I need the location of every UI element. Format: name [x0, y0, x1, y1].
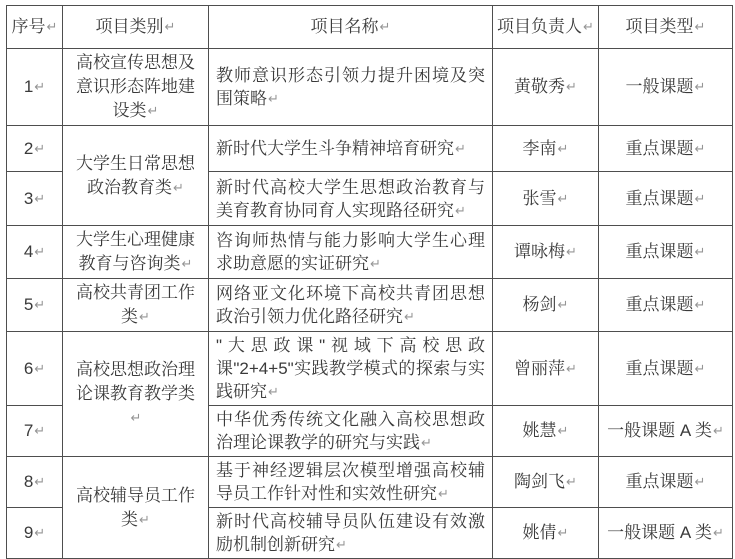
project-name-text: "大思政课"视域下高校思政课"2+4+5"实践教学模式的探索与实践研究 — [216, 336, 485, 401]
return-mark-icon: ↵ — [421, 435, 432, 450]
cell-type — [599, 406, 733, 457]
table-row — [7, 279, 733, 332]
header-name-label: 项目名称 — [310, 17, 379, 36]
cell-category — [63, 226, 209, 279]
cell-leader — [493, 49, 599, 126]
leader-text: 李南 — [522, 138, 557, 158]
return-mark-icon: ↵ — [404, 309, 415, 324]
category-text: 高校共青团工作类 — [76, 283, 195, 326]
cell-leader — [493, 172, 599, 226]
cell-type — [599, 126, 733, 172]
return-mark-icon: ↵ — [173, 179, 184, 195]
return-mark-icon: ↵ — [566, 474, 577, 489]
return-mark-icon: ↵ — [557, 190, 569, 206]
type-text: 重点课题 — [625, 138, 694, 158]
type-text: 重点课题 — [625, 358, 694, 378]
return-mark-icon: ↵ — [130, 410, 142, 425]
return-mark-icon: ↵ — [694, 474, 706, 489]
header-type — [599, 6, 733, 49]
return-mark-icon: ↵ — [557, 423, 569, 438]
return-mark-icon: ↵ — [34, 190, 46, 206]
header-leader-label: 项目负责人 — [497, 17, 583, 36]
return-mark-icon: ↵ — [566, 244, 577, 259]
table-row — [7, 332, 733, 406]
cell-name — [209, 406, 493, 457]
projects-table — [6, 5, 733, 559]
category-text: 高校思想政治理论课教育教学类 — [76, 360, 195, 403]
return-mark-icon: ↵ — [336, 537, 347, 552]
cell-leader — [493, 508, 599, 559]
cell-name — [209, 226, 493, 279]
row-number: 1 — [23, 77, 34, 96]
project-name-text: 基于神经逻辑层次模型增强高校辅导员工作针对性和实效性研究 — [216, 461, 485, 503]
project-name-text: 网络亚文化环境下高校共青团思想政治引领力优化路径研究 — [216, 284, 485, 326]
row-number: 5 — [23, 295, 34, 314]
row-number: 6 — [23, 358, 34, 378]
return-mark-icon: ↵ — [438, 486, 449, 501]
type-text: 一般课题 A 类 — [607, 523, 712, 542]
cell-no — [7, 49, 63, 126]
return-mark-icon: ↵ — [694, 140, 706, 156]
return-mark-icon: ↵ — [34, 525, 46, 540]
row-number: 3 — [23, 188, 34, 208]
header-category-label: 项目类别 — [95, 17, 164, 36]
return-mark-icon: ↵ — [694, 244, 706, 259]
cell-name — [209, 279, 493, 332]
cell-type — [599, 332, 733, 406]
cell-type — [599, 508, 733, 559]
cell-type — [599, 49, 733, 126]
cell-no — [7, 332, 63, 406]
return-mark-icon: ↵ — [379, 19, 391, 34]
leader-text: 张雪 — [522, 188, 557, 208]
leader-text: 曾丽萍 — [514, 358, 566, 378]
table-row — [7, 226, 733, 279]
cell-category — [63, 279, 209, 332]
type-text: 重点课题 — [625, 295, 694, 314]
cell-name — [209, 49, 493, 126]
return-mark-icon: ↵ — [557, 525, 569, 540]
cell-leader — [493, 279, 599, 332]
leader-text: 姚慧 — [522, 421, 557, 440]
return-mark-icon: ↵ — [455, 141, 466, 156]
return-mark-icon: ↵ — [712, 423, 724, 438]
project-name-text: 新时代高校辅导员队伍建设有效激励机制创新研究 — [216, 512, 485, 554]
table-row — [7, 126, 733, 172]
cell-category — [63, 457, 209, 559]
return-mark-icon: ↵ — [583, 19, 594, 34]
return-mark-icon: ↵ — [34, 297, 46, 312]
leader-text: 姚倩 — [522, 523, 557, 542]
category-text: 大学生日常思想政治教育类 — [76, 153, 195, 197]
return-mark-icon: ↵ — [34, 79, 46, 94]
return-mark-icon: ↵ — [694, 79, 706, 94]
return-mark-icon: ↵ — [147, 103, 159, 118]
type-text: 重点课题 — [625, 188, 694, 208]
cell-name — [209, 508, 493, 559]
return-mark-icon: ↵ — [712, 525, 724, 540]
return-mark-icon: ↵ — [268, 91, 279, 106]
category-text: 大学生心理健康教育与咨询类 — [76, 230, 195, 273]
leader-text: 陶剑飞 — [514, 472, 566, 491]
table-row — [7, 457, 733, 508]
cell-leader — [493, 126, 599, 172]
header-name — [209, 6, 493, 49]
project-name-text: 咨询师热情与能力影响大学生心理求助意愿的实证研究 — [216, 231, 485, 273]
project-name-text: 新时代高校大学生思想政治教育与美育教育协同育人实现路径研究 — [216, 177, 485, 220]
return-mark-icon: ↵ — [268, 384, 279, 399]
cell-leader — [493, 457, 599, 508]
return-mark-icon: ↵ — [455, 202, 466, 218]
return-mark-icon: ↵ — [164, 19, 176, 34]
cell-name — [209, 172, 493, 226]
project-name-text: 新时代大学生斗争精神培育研究 — [216, 139, 454, 158]
cell-no — [7, 172, 63, 226]
return-mark-icon: ↵ — [46, 19, 58, 34]
return-mark-icon: ↵ — [557, 297, 569, 312]
project-name-text: 中华优秀传统文化融入高校思想政治理论课教学的研究与实践 — [216, 410, 485, 452]
return-mark-icon: ↵ — [566, 79, 577, 94]
cell-leader — [493, 226, 599, 279]
cell-leader — [493, 406, 599, 457]
row-number: 9 — [23, 523, 34, 542]
type-text: 重点课题 — [625, 472, 694, 491]
leader-text: 黄敬秀 — [514, 77, 566, 96]
return-mark-icon: ↵ — [694, 190, 706, 206]
header-no — [7, 6, 63, 49]
cell-category — [63, 49, 209, 126]
cell-no — [7, 279, 63, 332]
header-category — [63, 6, 209, 49]
cell-no — [7, 406, 63, 457]
cell-name — [209, 126, 493, 172]
return-mark-icon: ↵ — [694, 297, 706, 312]
header-type-label: 项目类型 — [625, 17, 694, 36]
return-mark-icon: ↵ — [139, 309, 150, 324]
cell-category — [63, 126, 209, 226]
return-mark-icon: ↵ — [370, 256, 381, 271]
cell-name — [209, 332, 493, 406]
return-mark-icon: ↵ — [34, 244, 46, 259]
header-no-label: 序号 — [11, 17, 46, 36]
header-leader — [493, 6, 599, 49]
category-text: 高校宣传思想及意识形态阵地建设类 — [76, 53, 195, 120]
cell-type — [599, 279, 733, 332]
return-mark-icon: ↵ — [139, 511, 150, 527]
row-number: 8 — [23, 472, 34, 491]
cell-no — [7, 126, 63, 172]
return-mark-icon: ↵ — [694, 19, 706, 34]
type-text: 一般课题 A 类 — [607, 421, 712, 440]
table-header-row — [7, 6, 733, 49]
row-number: 7 — [23, 421, 34, 440]
return-mark-icon: ↵ — [557, 140, 569, 156]
leader-text: 杨剑 — [522, 295, 557, 314]
type-text: 一般课题 — [625, 77, 694, 96]
cell-no — [7, 226, 63, 279]
row-number: 2 — [23, 138, 34, 158]
cell-category — [63, 332, 209, 457]
return-mark-icon: ↵ — [566, 360, 577, 376]
cell-type — [599, 457, 733, 508]
return-mark-icon: ↵ — [181, 256, 193, 271]
return-mark-icon: ↵ — [34, 474, 46, 489]
leader-text: 谭咏梅 — [514, 242, 566, 261]
project-name-text: 教师意识形态引领力提升困境及突围策略 — [216, 66, 485, 108]
category-text: 高校辅导员工作类 — [76, 485, 195, 529]
cell-no — [7, 457, 63, 508]
row-number: 4 — [23, 242, 34, 261]
cell-type — [599, 172, 733, 226]
return-mark-icon: ↵ — [34, 423, 46, 438]
return-mark-icon: ↵ — [34, 140, 46, 156]
return-mark-icon: ↵ — [34, 360, 46, 376]
return-mark-icon: ↵ — [694, 360, 706, 376]
cell-no — [7, 508, 63, 559]
table-row — [7, 49, 733, 126]
type-text: 重点课题 — [625, 242, 694, 261]
cell-name — [209, 457, 493, 508]
cell-type — [599, 226, 733, 279]
cell-leader — [493, 332, 599, 406]
